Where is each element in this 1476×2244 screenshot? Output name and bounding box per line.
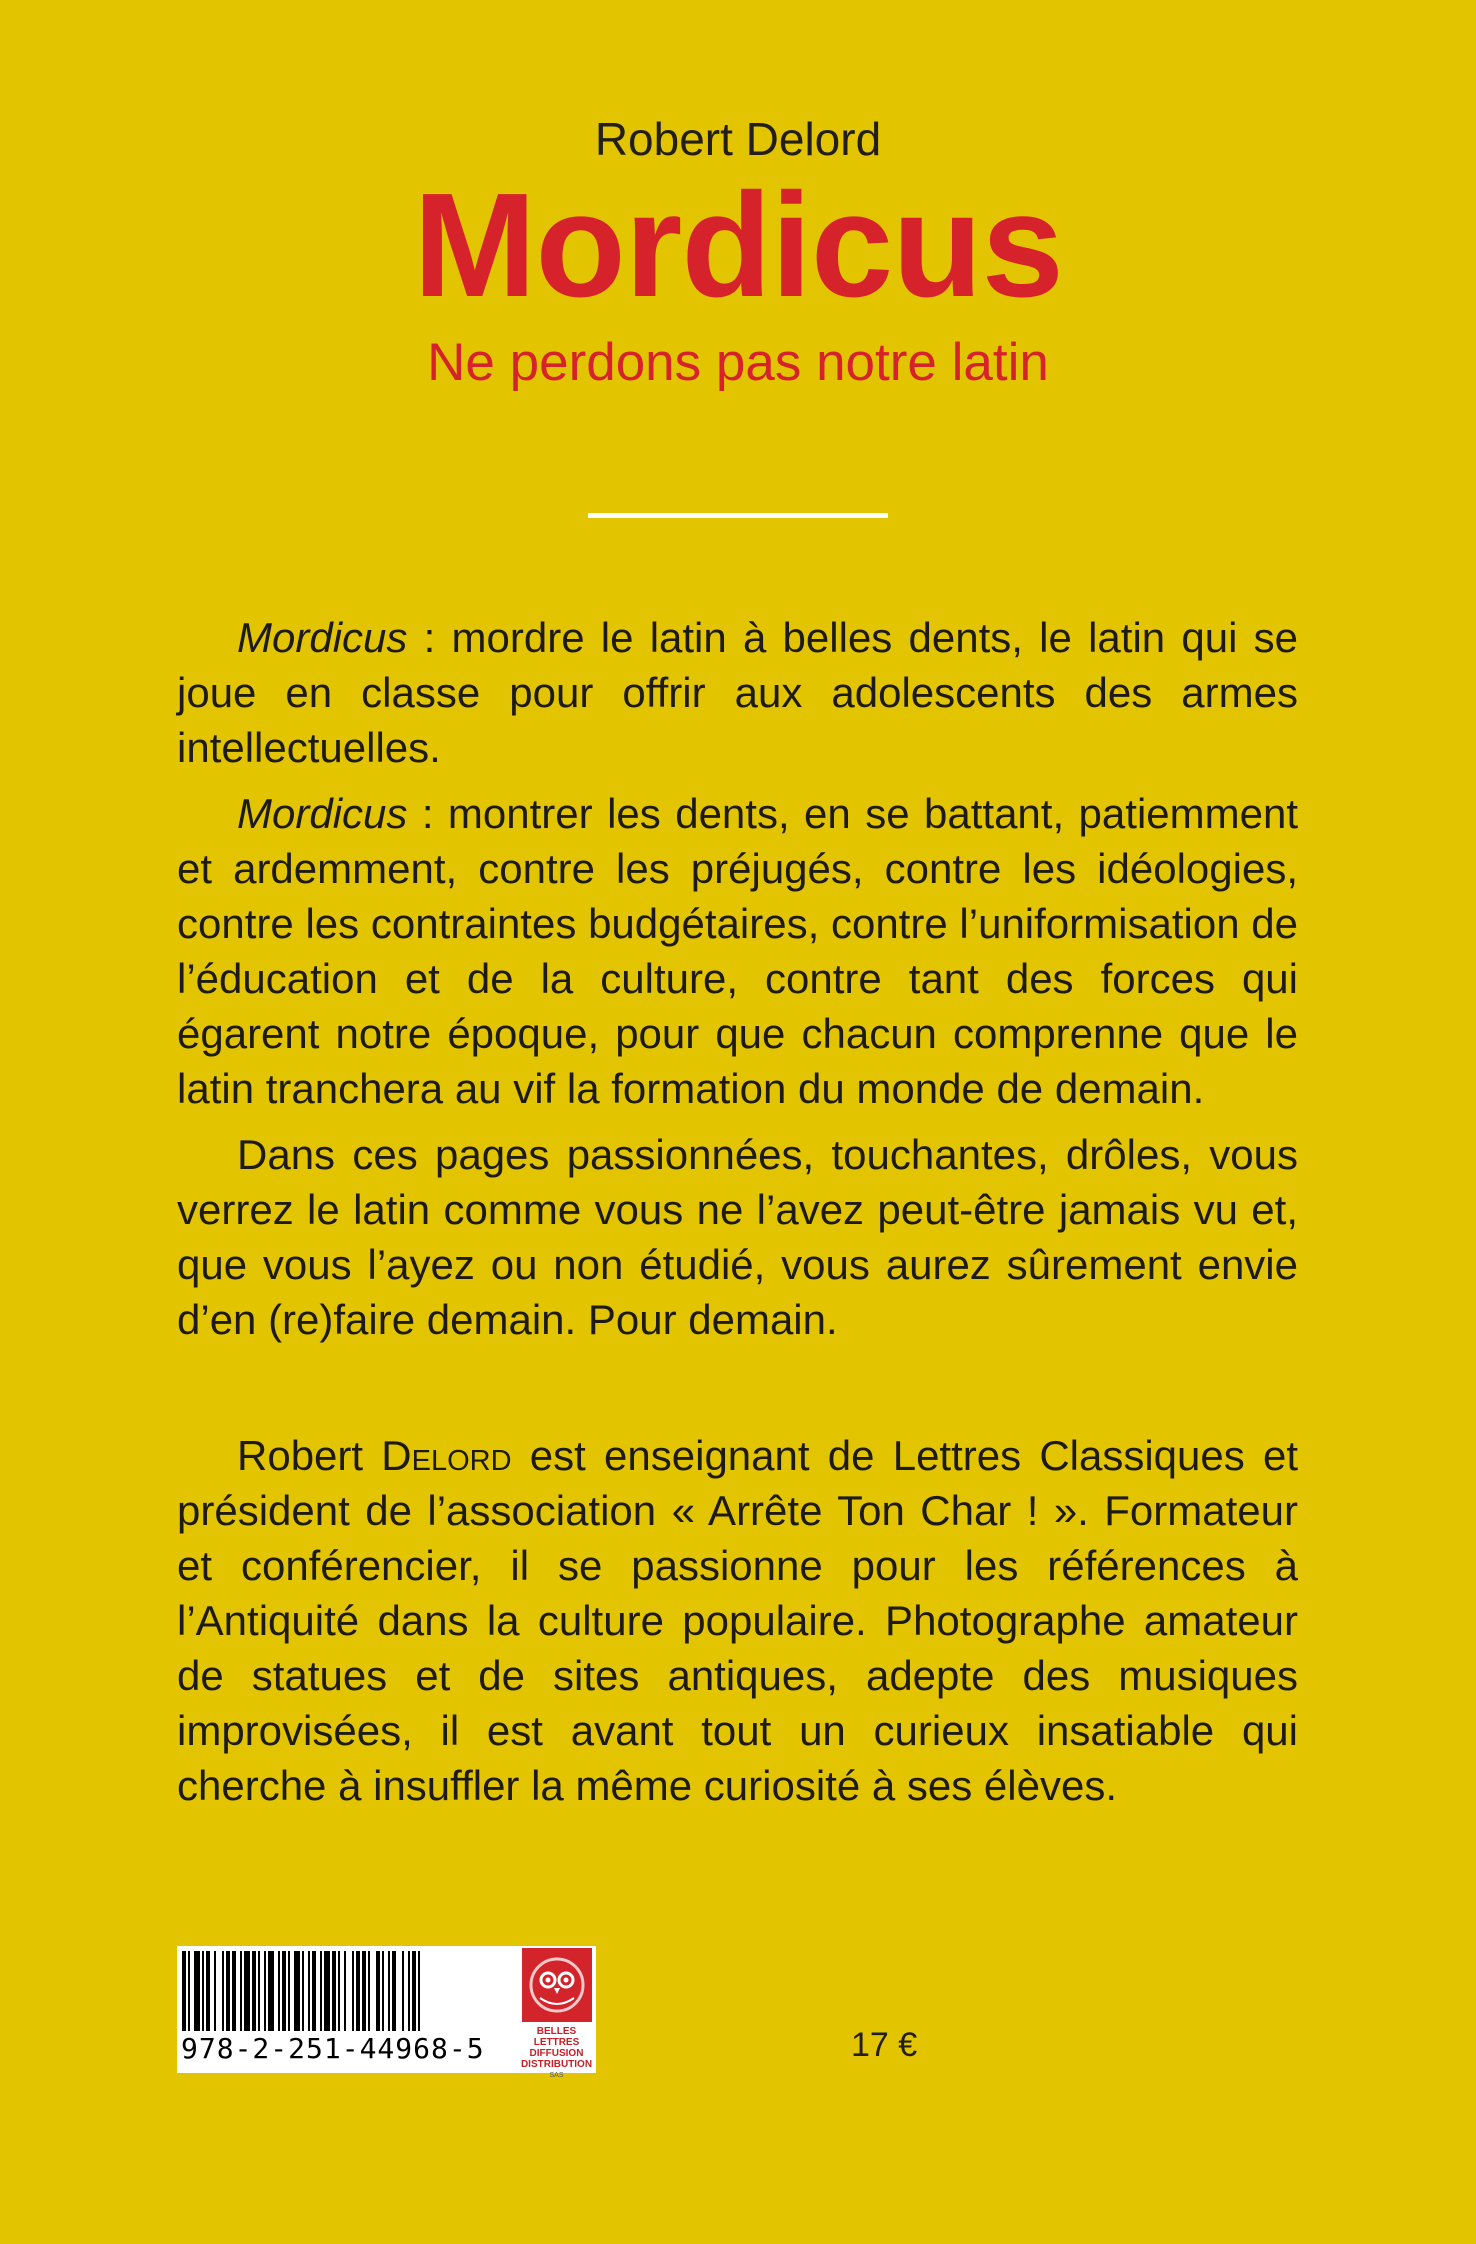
publisher-name: BELLES LETTRES DIFFUSION DISTRIBUTION SAS [520,2026,593,2079]
book-title: Mordicus [413,163,1063,328]
blurb-paragraph-1 [177,610,1298,775]
author-name: Robert Delord [594,113,882,165]
book-subtitle: Ne perdons pas notre latin [427,333,1049,392]
price-label: 17 € [851,2026,918,2064]
bio-first-name: Robert [237,1432,382,1479]
paragraph-text: : mordre le latin à belles dents, le latin qui se joue en classe pour offrir aux adolescents des armes intellectuelles. [177,614,1298,771]
paragraph-text: : montrer les dents, en se battant, patiemment et ardemment, contre les préjugés, contre les idéologies, contre les contraintes budgétaires, contre l’uniformisation de l’éducation et de la culture, contre tant des forces qui égarent notre époque, pour que chacun comprenne que le latin tranchera au vif la formation du monde de demain. [177,790,1298,1112]
blurb-paragraph-2 [177,786,1298,1116]
isbn-barcode [177,1946,596,2079]
bio-text: est enseignant de Lettres Classiques et président de l’association « Arrête Ton Char ! ». Formateur et conférencier, il se passionne pour les références à l’Antiquité dans la culture populaire. Photographe amateur de statues et de sites antiques, adepte des musiques improvisées, il est avant tout un curieux insatiable qui cherche à insuffler la même curiosité à ses élèves. [177,1432,1299,1809]
owl-icon [522,1948,592,2022]
emphasis-mordicus: Mordicus [237,614,408,661]
barcode-bars [182,1951,514,2031]
emphasis-mordicus: Mordicus [237,790,408,837]
divider-rule [588,513,888,518]
owl-logo-icon [522,1948,592,2022]
isbn-number: 978-2-251-44968-5 [181,2032,485,2065]
barcode-bar [420,1951,424,2031]
blurb-paragraph-3: Dans ces pages passionnées, touchantes, drôles, vous verrez le latin comme vous ne l’avez peut-être jamais vu et, que vous l’ayez ou non étudié, vous aurez sûrement envie d’en (re)faire demain. Pour demain. [177,1131,1298,1343]
author-bio [177,1428,1298,1813]
publisher-logo [519,1948,594,2079]
bio-last-initial: D [381,1432,412,1479]
bio-last-name-smallcaps: elord [411,1432,512,1479]
